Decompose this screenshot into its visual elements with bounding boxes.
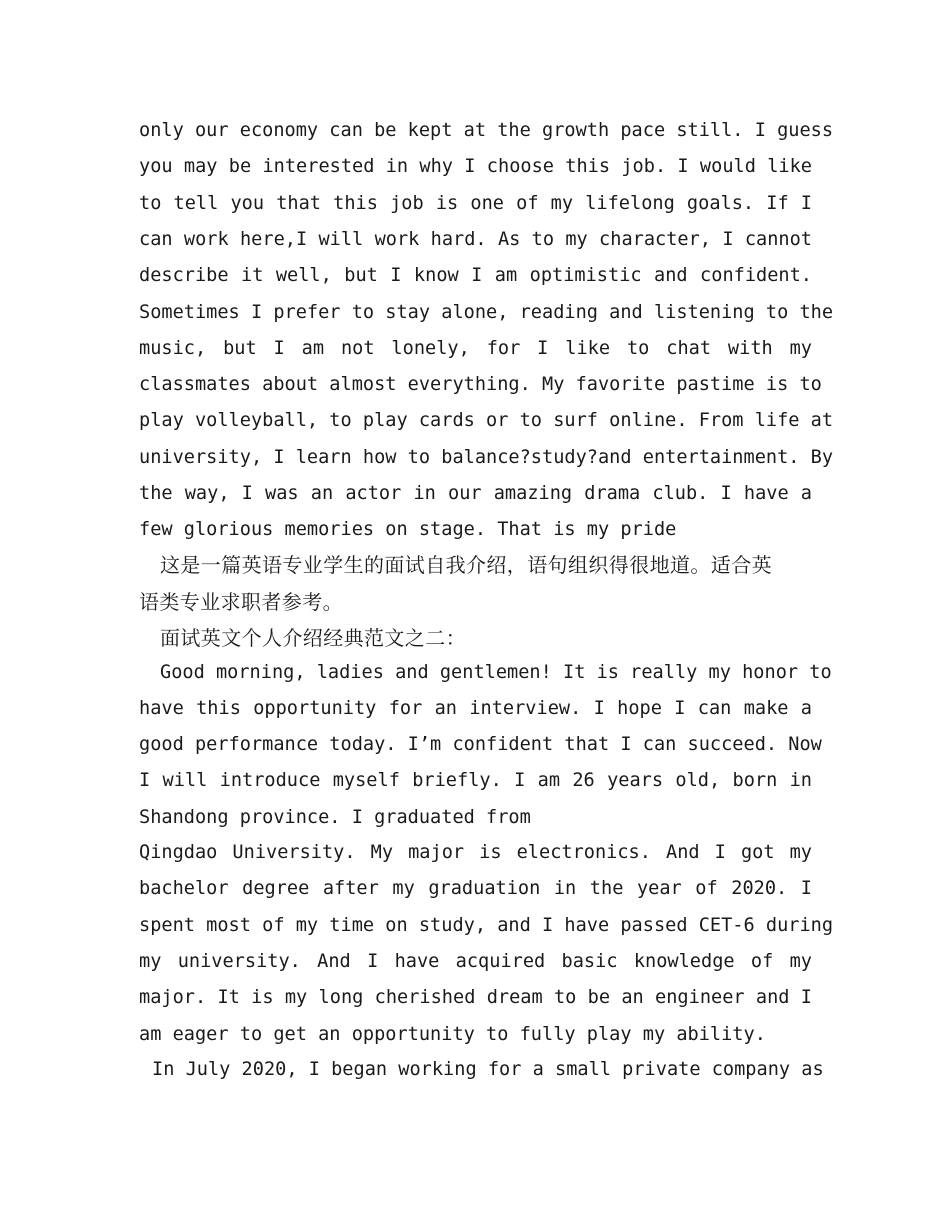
body-text-line: good performance today. I’m confident that I can succeed. Now <box>139 734 822 755</box>
body-text-line: In July 2020, I began working for a small private company as <box>152 1059 824 1080</box>
body-text-line: Qingdao University. My major is electronics. And I got my <box>139 842 812 863</box>
body-text-line: Sometimes I prefer to stay alone, reading and listening to the <box>139 302 834 323</box>
body-text-line: describe it well, but I know I am optimistic and confident. <box>139 265 812 286</box>
body-text-line: the way, I was an actor in our amazing drama club. I have a <box>139 483 812 504</box>
body-text-line: I will introduce myself briefly. I am 26 years old, born in <box>139 770 812 791</box>
body-text-line: to tell you that this job is one of my lifelong goals. If I <box>139 193 812 214</box>
body-text-line: classmates about almost everything. My favorite pastime is to <box>139 374 822 395</box>
body-text-line: have this opportunity for an interview. I hope I can make a <box>139 698 812 719</box>
body-text-line: Good morning, ladies and gentlemen! It is really my honor to <box>160 662 832 683</box>
chinese-note-line: 语类专业求职者参考。 <box>139 590 343 614</box>
body-text-line: only our economy can be kept at the growth pace still. I guess <box>139 120 834 141</box>
body-text-line: can work here,I will work hard. As to my character, I cannot <box>139 229 812 250</box>
section-heading: 面试英文个人介绍经典范文之二： <box>160 626 466 650</box>
body-text-line: my university. And I have acquired basic knowledge of my <box>139 951 812 972</box>
body-text-line: Shandong province. I graduated from <box>139 807 531 828</box>
body-text-line: music, but I am not lonely, for I like to chat with my <box>139 338 812 359</box>
body-text-line: university, I learn how to balance?study?and entertainment. By <box>139 447 834 468</box>
chinese-note-line: 这是一篇英语专业学生的面试自我介绍，语句组织得很地道。适合英 <box>160 553 772 577</box>
body-text-line: few glorious memories on stage. That is my pride <box>139 519 677 540</box>
body-text-line: major. It is my long cherished dream to be an engineer and I <box>139 987 812 1008</box>
body-text-line: am eager to get an opportunity to fully play my ability. <box>139 1024 766 1045</box>
body-text-line: you may be interested in why I choose this job. I would like <box>139 156 812 177</box>
body-text-line: play volleyball, to play cards or to surf online. From life at <box>139 410 834 431</box>
body-text-line: spent most of my time on study, and I have passed CET-6 during <box>139 915 834 936</box>
body-text-line: bachelor degree after my graduation in the year of 2020. I <box>139 878 812 899</box>
